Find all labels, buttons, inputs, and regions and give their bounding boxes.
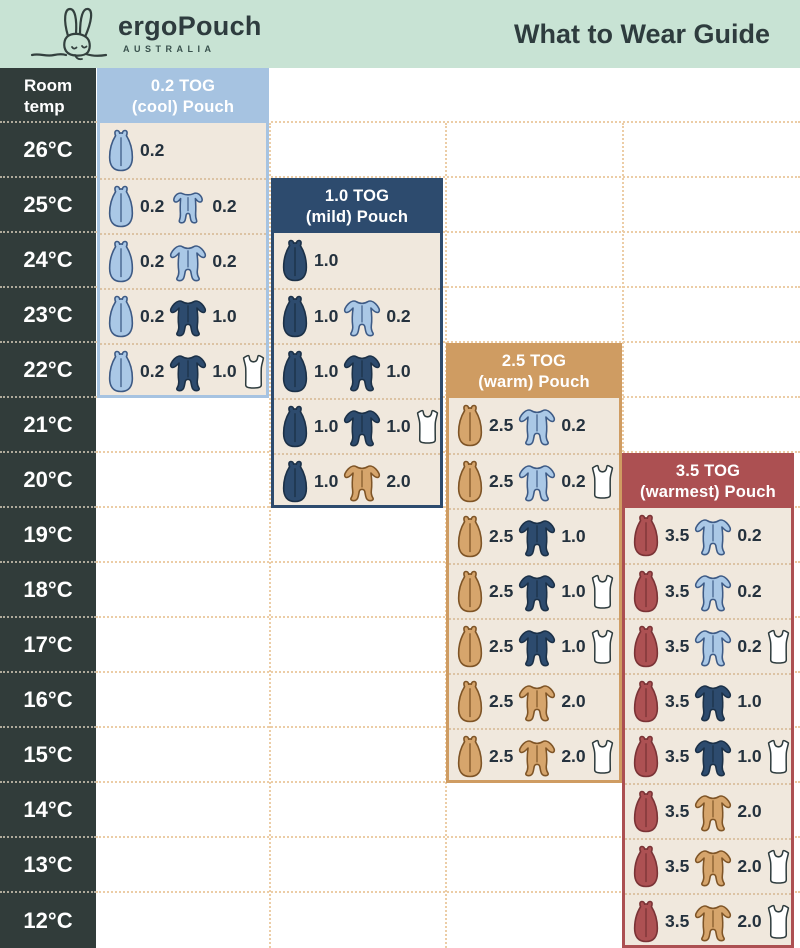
singlet-icon [589,463,616,500]
pouch-icon [454,680,486,723]
tog-value: 2.5 [489,636,514,656]
tog-value: 2.5 [489,581,514,601]
singlet-icon [414,408,441,445]
brand-subtitle: AUSTRALIA [123,44,216,54]
temp-label: 13°C [0,838,96,893]
panel-title-line2: (cool) Pouch [131,98,235,116]
brand-name: ergoPouch [118,11,262,41]
tog-value: 2.0 [737,856,762,876]
singlet-icon [589,573,616,610]
pouch-icon [105,295,137,338]
panel-title-line2: (warmest) Pouch [640,483,776,501]
tog-value: 0.2 [140,140,165,160]
tog-value: 1.0 [386,416,411,436]
romper-icon [516,736,558,778]
romper-icon [692,626,734,668]
panel-row [100,233,266,288]
tog-value: 1.0 [561,636,586,656]
pouch-icon [454,515,486,558]
tog-value: 0.2 [212,196,237,216]
panel-row [625,783,791,838]
panel-row [449,398,619,453]
tog-value: 1.0 [314,416,339,436]
panel-tog-2-5 [446,343,622,783]
pouch-icon [105,185,137,228]
tog-value: 0.2 [561,471,586,491]
panel-tog-0-2 [97,68,269,398]
romper-icon [167,241,209,283]
panel-row [449,618,619,673]
panel-title-tog-2-5 [449,346,619,398]
panel-row [274,288,440,343]
tog-value: 1.0 [561,581,586,601]
temp-label: 14°C [0,783,96,838]
singlet-icon [765,903,792,940]
romper-icon [516,571,558,613]
panel-row [100,178,266,233]
panel-row [625,728,791,783]
panel-row [449,673,619,728]
tog-value: 3.5 [665,636,690,656]
tog-value: 3.5 [665,746,690,766]
romper-icon [692,901,734,943]
singlet-icon [765,738,792,775]
tog-value: 1.0 [737,691,762,711]
ergopouch-logo [30,4,262,64]
romper-icon [341,406,383,448]
romper-icon [692,736,734,778]
panel-row [449,508,619,563]
page-header [0,0,800,68]
panel-row [625,893,791,948]
temp-label: 22°C [0,343,96,398]
romper-short-icon [167,188,209,225]
temp-label: 26°C [0,123,96,178]
temp-label: 15°C [0,728,96,783]
romper-icon [167,296,209,338]
tog-value: 1.0 [314,471,339,491]
panel-title-line1: 3.5 TOG [675,462,741,481]
pouch-icon [630,680,662,723]
temp-label: 24°C [0,233,96,288]
panel-row [449,728,619,783]
romper-icon [692,791,734,833]
tog-value: 3.5 [665,581,690,601]
singlet-icon [589,628,616,665]
pouch-icon [454,404,486,447]
tog-value: 1.0 [314,361,339,381]
pouch-icon [454,570,486,613]
pouch-icon [105,240,137,283]
panel-row [274,233,440,288]
panel-title-line2: (mild) Pouch [305,208,409,226]
temp-label: 12°C [23,907,73,933]
tog-value: 0.2 [386,306,411,326]
panel-row [625,673,791,728]
romper-icon [516,516,558,558]
panel-row [625,508,791,563]
tog-value: 2.5 [489,526,514,546]
panel-title-tog-3-5 [625,456,791,508]
romper-icon [516,681,558,723]
temp-label: 20°C [0,453,96,508]
logo-text [118,13,262,54]
pouch-icon [630,514,662,557]
romper-icon [692,846,734,888]
panel-row [100,288,266,343]
pouch-icon [630,845,662,888]
tog-value: 1.0 [386,361,411,381]
tog-value: 3.5 [665,801,690,821]
panel-title-line2: (warm) Pouch [478,373,590,391]
tog-value: 2.5 [489,415,514,435]
page-title: What to Wear Guide [513,18,770,49]
panel-row [100,343,266,398]
tog-value: 2.0 [561,746,586,766]
romper-icon [692,515,734,557]
tog-value: 0.2 [140,361,165,381]
panel-title-line1: 1.0 TOG [324,187,390,206]
temp-label: 16°C [0,673,96,728]
romper-icon [516,626,558,668]
temp-rows [0,123,96,948]
tog-value: 0.2 [737,525,762,545]
panel-row [100,123,266,178]
panel-row [449,563,619,618]
temp-column-header: Room temp [0,68,96,123]
panel-title-tog-0-2 [100,71,266,123]
temp-label: 19°C [0,508,96,563]
singlet-icon [240,353,267,390]
tog-value: 0.2 [561,415,586,435]
romper-icon [692,571,734,613]
bunny-logo-icon [30,6,114,64]
pouch-icon [630,790,662,833]
pouch-icon [630,570,662,613]
pouch-icon [279,239,311,282]
panel-row [274,343,440,398]
romper-icon [341,461,383,503]
romper-icon [516,461,558,503]
temp-label: 23°C [0,288,96,343]
tog-value: 0.2 [140,251,165,271]
pouch-icon [279,295,311,338]
tog-value: 2.0 [737,911,762,931]
tog-value: 0.2 [737,581,762,601]
panel-tog-1-0 [271,178,443,508]
singlet-icon [765,848,792,885]
tog-value: 2.0 [386,471,411,491]
tog-value: 3.5 [665,856,690,876]
chart-area [0,68,800,948]
pouch-icon [105,350,137,393]
romper-icon [341,296,383,338]
tog-value: 0.2 [140,196,165,216]
tog-value: 1.0 [561,526,586,546]
pouch-icon [630,735,662,778]
panel-tog-3-5 [622,453,794,948]
panel-title-line1: 0.2 TOG [150,77,216,96]
tog-value: 1.0 [314,306,339,326]
temp-label: 25°C [0,178,96,233]
panel-title-line1: 2.5 TOG [501,352,567,371]
tog-value: 0.2 [737,636,762,656]
tog-value: 1.0 [212,361,237,381]
pouch-icon [454,625,486,668]
tog-value: 1.0 [314,250,339,270]
panel-row [625,563,791,618]
romper-icon [341,351,383,393]
temp-label: 17°C [0,618,96,673]
singlet-icon [589,738,616,775]
tog-value: 3.5 [665,691,690,711]
tog-value: 2.5 [489,746,514,766]
romper-icon [516,405,558,447]
pouch-icon [279,405,311,448]
tog-value: 2.5 [489,471,514,491]
tog-value: 3.5 [665,911,690,931]
panel-row [274,453,440,508]
pouch-icon [454,460,486,503]
pouch-icon [630,900,662,943]
pouch-icon [279,460,311,503]
pouch-icon [454,735,486,778]
panel-row [449,453,619,508]
panel-title-tog-1-0 [274,181,440,233]
temp-column [0,68,96,948]
panel-row [625,838,791,893]
temp-label: 18°C [0,563,96,618]
singlet-icon [765,628,792,665]
tog-value: 3.5 [665,525,690,545]
panel-row [274,398,440,453]
temp-label: 21°C [0,398,96,453]
tog-value: 2.0 [561,691,586,711]
panel-row [625,618,791,673]
romper-icon [692,681,734,723]
tog-value: 1.0 [212,306,237,326]
pouch-icon [105,129,137,172]
tog-value: 2.5 [489,691,514,711]
tog-value: 2.0 [737,801,762,821]
romper-icon [167,351,209,393]
tog-value: 0.2 [212,251,237,271]
pouch-icon [630,625,662,668]
tog-value: 0.2 [140,306,165,326]
tog-value: 1.0 [737,746,762,766]
pouch-icon [279,350,311,393]
